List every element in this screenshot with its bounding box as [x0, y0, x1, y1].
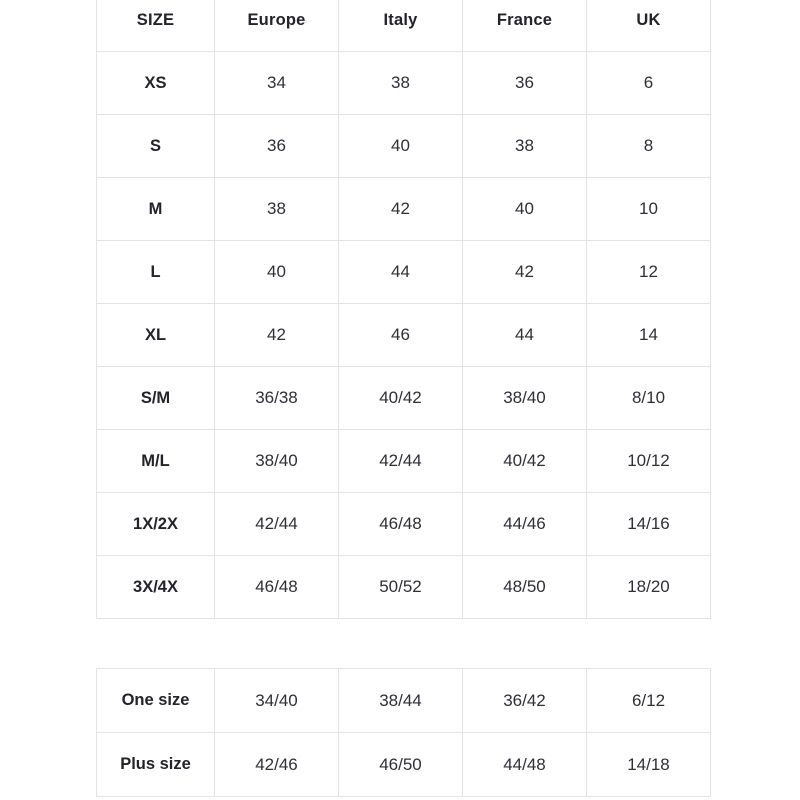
cell-italy: 50/52 [339, 556, 463, 619]
table-row [97, 733, 711, 797]
cell-europe: 42/44 [215, 493, 339, 556]
cell-italy: 46 [339, 304, 463, 367]
row-label: 1X/2X [97, 493, 215, 556]
row-label: S [97, 115, 215, 178]
cell-uk: 10 [587, 178, 711, 241]
size-conversion-table [96, 0, 711, 619]
table-row [97, 430, 711, 493]
table-body [97, 52, 711, 619]
row-label: L [97, 241, 215, 304]
cell-france: 36 [463, 52, 587, 115]
cell-france: 48/50 [463, 556, 587, 619]
cell-france: 38/40 [463, 367, 587, 430]
cell-italy: 40/42 [339, 367, 463, 430]
cell-italy: 44 [339, 241, 463, 304]
table-row [97, 669, 711, 733]
table-header [97, 0, 711, 52]
table-row [97, 115, 711, 178]
table-row [97, 304, 711, 367]
column-header-size: SIZE [97, 0, 215, 52]
cell-france: 44/46 [463, 493, 587, 556]
cell-uk: 8/10 [587, 367, 711, 430]
cell-france: 44/48 [463, 733, 587, 797]
cell-europe: 38 [215, 178, 339, 241]
cell-france: 42 [463, 241, 587, 304]
cell-uk: 10/12 [587, 430, 711, 493]
size-conversion-table-wrapper [96, 0, 710, 619]
table-row [97, 493, 711, 556]
column-header-europe: Europe [215, 0, 339, 52]
column-header-france: France [463, 0, 587, 52]
column-header-italy: Italy [339, 0, 463, 52]
row-label: 3X/4X [97, 556, 215, 619]
cell-france: 38 [463, 115, 587, 178]
cell-uk: 14/18 [587, 733, 711, 797]
cell-uk: 6/12 [587, 669, 711, 733]
cell-europe: 34/40 [215, 669, 339, 733]
cell-europe: 40 [215, 241, 339, 304]
row-label: M/L [97, 430, 215, 493]
row-label: Plus size [97, 733, 215, 797]
cell-uk: 14/16 [587, 493, 711, 556]
cell-uk: 12 [587, 241, 711, 304]
cell-europe: 36 [215, 115, 339, 178]
table-header-row [97, 0, 711, 52]
one-size-table-wrapper [96, 668, 710, 797]
row-label: XS [97, 52, 215, 115]
row-label: S/M [97, 367, 215, 430]
cell-europe: 34 [215, 52, 339, 115]
cell-france: 36/42 [463, 669, 587, 733]
cell-europe: 36/38 [215, 367, 339, 430]
one-size-table [96, 668, 711, 797]
cell-italy: 46/50 [339, 733, 463, 797]
table-row [97, 52, 711, 115]
column-header-uk: UK [587, 0, 711, 52]
table-row [97, 367, 711, 430]
cell-europe: 42/46 [215, 733, 339, 797]
row-label: XL [97, 304, 215, 367]
cell-europe: 42 [215, 304, 339, 367]
table-row [97, 178, 711, 241]
cell-italy: 40 [339, 115, 463, 178]
cell-europe: 38/40 [215, 430, 339, 493]
cell-uk: 8 [587, 115, 711, 178]
cell-italy: 38 [339, 52, 463, 115]
row-label: One size [97, 669, 215, 733]
cell-france: 40 [463, 178, 587, 241]
row-label: M [97, 178, 215, 241]
cell-france: 40/42 [463, 430, 587, 493]
cell-italy: 38/44 [339, 669, 463, 733]
cell-italy: 42 [339, 178, 463, 241]
cell-uk: 14 [587, 304, 711, 367]
cell-uk: 6 [587, 52, 711, 115]
cell-uk: 18/20 [587, 556, 711, 619]
cell-france: 44 [463, 304, 587, 367]
cell-italy: 46/48 [339, 493, 463, 556]
cell-italy: 42/44 [339, 430, 463, 493]
table-row [97, 241, 711, 304]
cell-europe: 46/48 [215, 556, 339, 619]
table-body [97, 669, 711, 797]
table-row [97, 556, 711, 619]
